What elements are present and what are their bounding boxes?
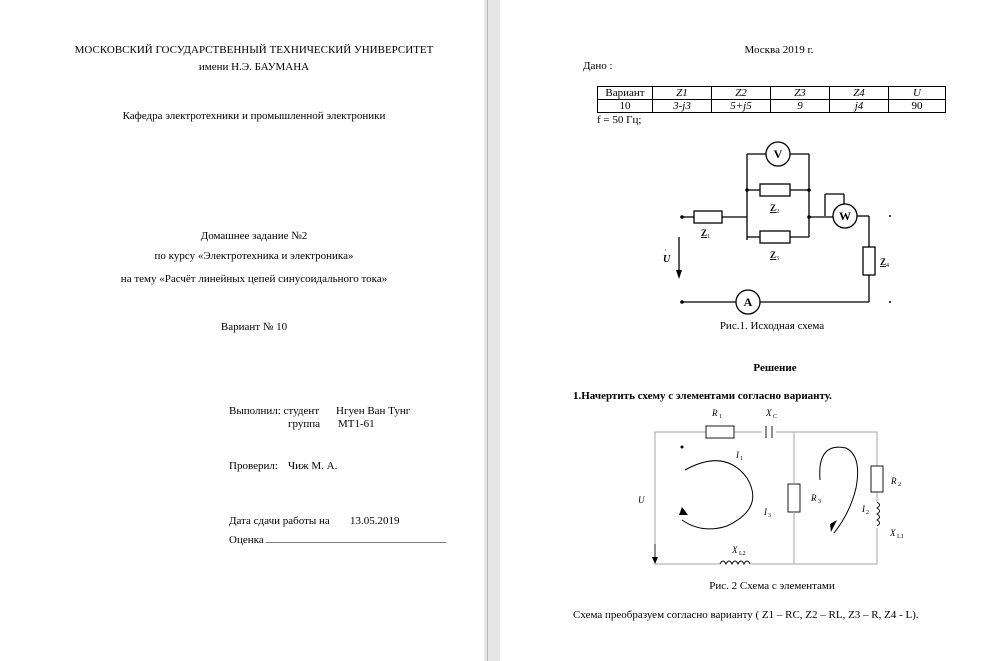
u-label: U [638, 495, 645, 505]
table-cell: 5+j5 [712, 100, 771, 113]
xl2-label: X [732, 545, 738, 555]
xc-label: X [766, 408, 772, 418]
z1-sub: 1 [707, 234, 710, 240]
checked-label: Проверил: [229, 460, 278, 472]
r3-sub: 3 [818, 499, 821, 505]
r2-sub: 2 [898, 482, 901, 488]
date-value: 13.05.2019 [350, 515, 400, 527]
r1-sub: 1 [719, 414, 722, 420]
city-year: Москва 2019 г. [744, 44, 814, 56]
checker-name: Чиж М. А. [288, 460, 338, 472]
z2-sub: 2 [776, 209, 779, 215]
z3-sub: 3 [776, 256, 779, 262]
department: Кафедра электротехники и промышленной электроники [122, 110, 386, 122]
date-label: Дата сдачи работы на [229, 515, 330, 527]
z3-label: Z [770, 250, 777, 260]
table-cell: 10 [598, 100, 653, 113]
xl1-label: X [890, 528, 896, 538]
student-name: Нгуен Ван Тунг [336, 405, 411, 417]
group-label: группа [288, 418, 321, 430]
ammeter-label: A [743, 295, 753, 309]
grade-line: ____________________________________ [266, 533, 446, 544]
header-cell: Z4 [830, 87, 889, 100]
assignment-title: Домашнее задание №2 [200, 230, 308, 242]
header-cell: Z3 [771, 87, 830, 100]
course-line: по курсу «Электротехника и электроника» [154, 250, 354, 262]
table-header-row [598, 87, 946, 100]
given-label: Дано : [583, 60, 613, 72]
i1-sub: 1 [740, 456, 743, 462]
figure2-caption: Рис. 2 Схема с элементами [709, 580, 835, 592]
header-cell: Z1 [653, 87, 712, 100]
given-table [597, 86, 946, 113]
xl1-sub: L1 [897, 534, 904, 540]
step1-title: 1.Начертить схему с элементами согласно варианту. [573, 390, 832, 402]
voltmeter-label: V [773, 147, 783, 161]
table-cell: 9 [771, 100, 830, 113]
group-value: МТ1-61 [338, 418, 375, 430]
z4-sub: 4 [886, 263, 889, 269]
i3-sub: 3 [768, 513, 771, 519]
circuit-diagram-2 [630, 402, 920, 577]
voltage-dot: · [664, 246, 667, 255]
i2-sub: 2 [866, 510, 869, 516]
university-title: МОСКОВСКИЙ ГОСУДАРСТВЕННЫЙ ТЕХНИЧЕСКИЙ УНИВЕРСИТЕТ [74, 44, 434, 56]
r2-label: R [891, 476, 897, 486]
r1-label: R [712, 408, 718, 418]
i1-label: I [736, 450, 739, 460]
header-cell: U [889, 87, 946, 100]
circuit-diagram-1 [660, 140, 900, 315]
z2-label: Z [770, 203, 777, 213]
i3-label: I [764, 507, 767, 517]
xc-sub: C [773, 414, 778, 420]
frequency: f = 50 Гц; [597, 114, 642, 126]
topic-line: на тему «Расчёт линейных цепей синусоидального тока» [120, 273, 388, 285]
header-cell: Z2 [712, 87, 771, 100]
table-cell: j4 [830, 100, 889, 113]
header-cell: Вариант [598, 87, 653, 100]
z1-label: Z [701, 228, 708, 238]
voltage-label: U [663, 254, 671, 265]
solution-title: Решение [753, 362, 797, 374]
performed-label: Выполнил: студент [229, 405, 320, 417]
scheme-text: Схема преобразуем согласно варианту ( Z1 – RC, Z2 – RL, Z3 – R, Z4 - L). [573, 609, 919, 621]
i2-label: I [862, 504, 865, 514]
wattmeter-label: W [839, 209, 851, 223]
xl2-sub: L2 [739, 551, 746, 557]
r3-label: R [811, 493, 817, 503]
z4-label: Z [880, 257, 887, 267]
table-cell: 90 [889, 100, 946, 113]
table-row [598, 100, 946, 113]
variant-line: Вариант № 10 [220, 321, 288, 333]
university-name: имени Н.Э. БАУМАНА [198, 61, 310, 73]
table-cell: 3-j3 [653, 100, 712, 113]
page-gutter [484, 0, 500, 661]
figure1-caption: Рис.1. Исходная схема [719, 320, 825, 332]
grade-label: Оценка [229, 534, 264, 546]
